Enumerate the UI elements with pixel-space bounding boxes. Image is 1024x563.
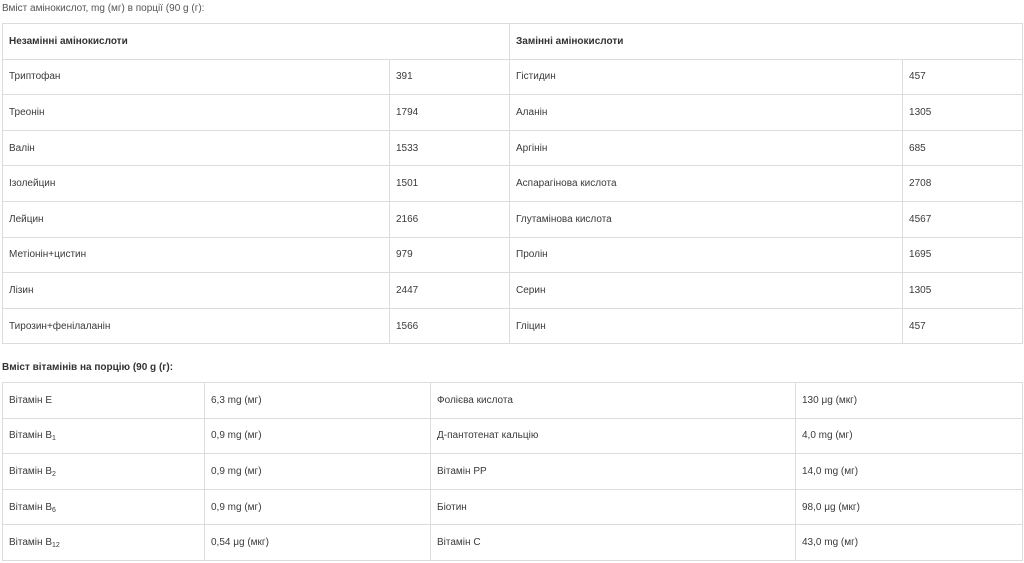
vitamins-caption: Вміст вітамінів на порцію (90 g (г): [2,362,174,373]
vitamin-name: Вітамін Е [9,394,52,406]
table-row [3,273,1023,309]
vitamin-subscript: 2 [52,470,56,478]
table-row [3,454,1023,490]
vitamin-value-cell: 6,3 mg (мг) [205,383,431,419]
table-row [3,489,1023,525]
vitamin-name: Вітамін В [9,501,52,513]
nonessential-name-cell: Глутамінова кислота [510,201,903,237]
nutrient-value-cell: 43,0 mg (мг) [796,525,1023,561]
amino-acids-caption: Вміст амінокислот, mg (мг) в порції (90 g (г): [2,3,205,14]
nonessential-value-cell: 1695 [903,237,1023,273]
nonessential-value-cell: 2708 [903,166,1023,202]
essential-value-cell: 391 [390,59,510,95]
vitamin-subscript: 12 [52,542,60,550]
nutrient-name-cell: Фолієва кислота [431,383,796,419]
nonessential-name-cell: Гістидин [510,59,903,95]
vitamin-name-cell [3,383,205,419]
nutrient-name-cell: Д-пантотенат кальцію [431,418,796,454]
nonessential-name-cell: Аланін [510,95,903,131]
vitamin-subscript: 1 [52,435,56,443]
nutrient-name-cell: Вітамін С [431,525,796,561]
vitamin-value-cell: 0,54 μg (мкг) [205,525,431,561]
essential-name-cell: Треонін [3,95,390,131]
nonessential-name-cell: Аргінін [510,130,903,166]
table-row [3,525,1023,561]
essential-value-cell: 2166 [390,201,510,237]
vitamins-table [2,382,1023,561]
nutrient-value-cell: 98,0 μg (мкг) [796,489,1023,525]
table-row [3,166,1023,202]
table-row [3,308,1023,344]
table-row [3,237,1023,273]
essential-name-cell: Лізин [3,273,390,309]
essential-name-cell: Ізолейцин [3,166,390,202]
vitamin-name: Вітамін В [9,430,52,442]
nonessential-name-cell: Аспарагінова кислота [510,166,903,202]
amino-header-row [3,24,1023,60]
nonessential-name-cell: Пролін [510,237,903,273]
essential-value-cell: 1566 [390,308,510,344]
vitamin-name-cell [3,489,205,525]
nonessential-value-cell: 685 [903,130,1023,166]
vitamin-subscript: 6 [52,506,56,514]
table-row [3,59,1023,95]
vitamin-name: Вітамін В [9,537,52,549]
nonessential-value-cell: 457 [903,308,1023,344]
essential-amino-header: Незамінні амінокислоти [3,24,510,60]
essential-value-cell: 979 [390,237,510,273]
vitamin-value-cell: 0,9 mg (мг) [205,454,431,490]
nutrient-value-cell: 4,0 mg (мг) [796,418,1023,454]
vitamin-name: Вітамін В [9,465,52,477]
nonessential-value-cell: 4567 [903,201,1023,237]
essential-name-cell: Валін [3,130,390,166]
table-row [3,383,1023,419]
table-row [3,95,1023,131]
vitamin-name-cell [3,525,205,561]
essential-value-cell: 1533 [390,130,510,166]
essential-value-cell: 2447 [390,273,510,309]
table-row [3,201,1023,237]
nutrient-name-cell: Біотин [431,489,796,525]
nutrient-value-cell: 14,0 mg (мг) [796,454,1023,490]
vitamin-value-cell: 0,9 mg (мг) [205,418,431,454]
nonessential-amino-header: Замінні амінокислоти [510,24,1023,60]
nutrient-value-cell: 130 μg (мкг) [796,383,1023,419]
essential-name-cell: Тирозин+фенілаланін [3,308,390,344]
nutrient-name-cell: Вітамін РР [431,454,796,490]
nonessential-value-cell: 457 [903,59,1023,95]
table-row [3,130,1023,166]
nonessential-value-cell: 1305 [903,95,1023,131]
essential-name-cell: Метіонін+цистин [3,237,390,273]
amino-acids-table [2,23,1023,344]
vitamin-name-cell [3,418,205,454]
vitamin-name-cell [3,454,205,490]
essential-value-cell: 1501 [390,166,510,202]
vitamin-value-cell: 0,9 mg (мг) [205,489,431,525]
essential-name-cell: Лейцин [3,201,390,237]
essential-value-cell: 1794 [390,95,510,131]
nonessential-value-cell: 1305 [903,273,1023,309]
table-row [3,418,1023,454]
essential-name-cell: Триптофан [3,59,390,95]
nonessential-name-cell: Серин [510,273,903,309]
nonessential-name-cell: Гліцин [510,308,903,344]
